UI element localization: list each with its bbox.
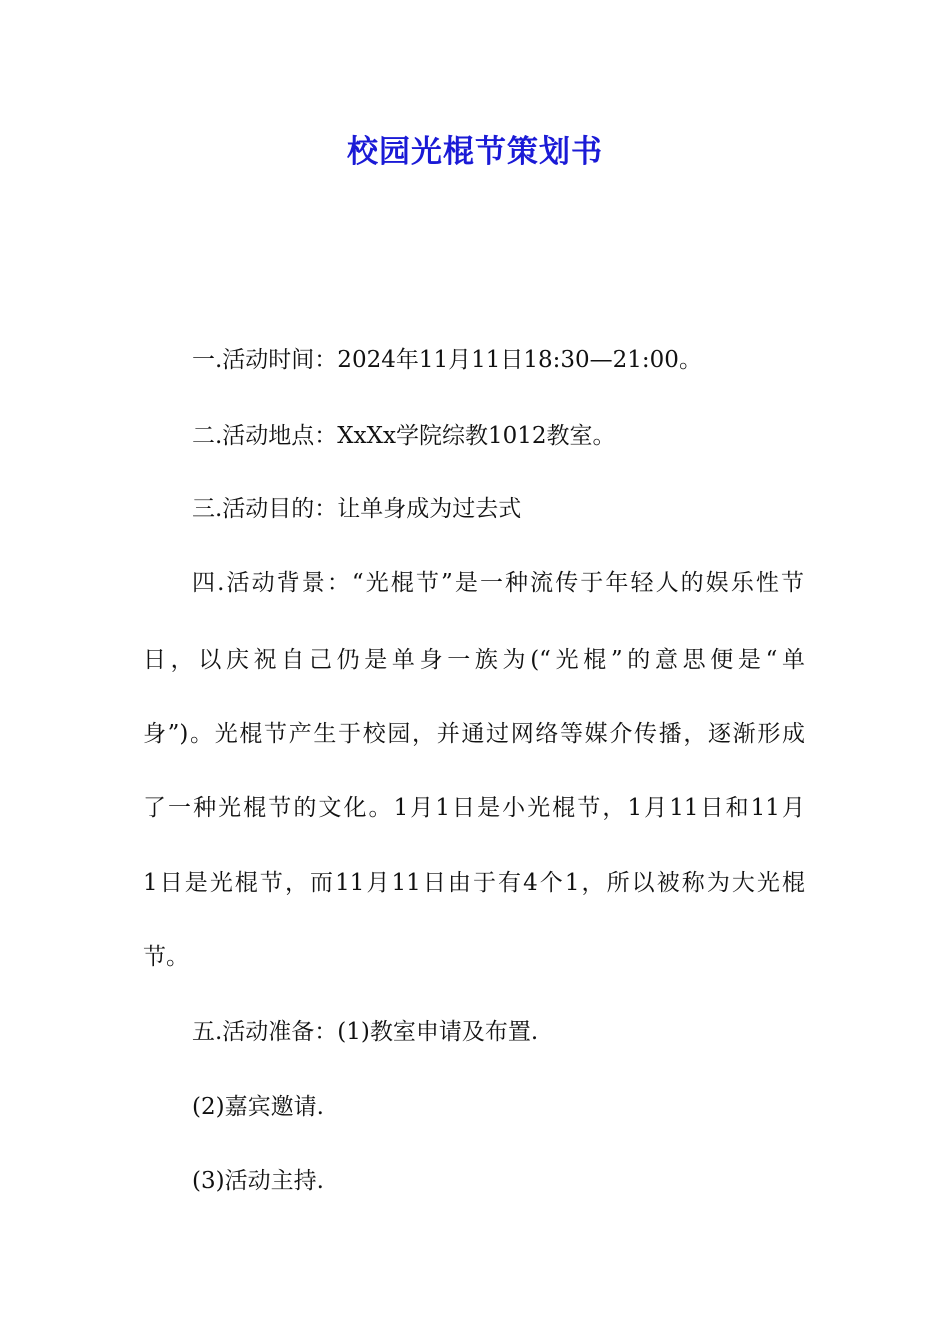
background-paragraph-line-6: 节。 bbox=[143, 944, 189, 970]
background-paragraph-line-2: 日，以庆祝自己仍是单身一族为(“光棍”的意思便是“单 bbox=[143, 647, 805, 673]
preparation-line-1: 五.活动准备：(1)教室申请及布置. bbox=[192, 1019, 539, 1045]
background-paragraph-line-4: 了一种光棍节的文化。1月1日是小光棍节，1月11日和11月 bbox=[143, 795, 805, 821]
preparation-line-3: (3)活动主持. bbox=[192, 1168, 324, 1194]
background-paragraph-line-3: 身”)。光棍节产生于校园，并通过网络等媒介传播，逐渐形成 bbox=[143, 721, 805, 747]
activity-purpose-line: 三.活动目的：让单身成为过去式 bbox=[192, 496, 522, 522]
preparation-line-2: (2)嘉宾邀请. bbox=[192, 1094, 324, 1120]
activity-location-line: 二.活动地点：XxXx学院综教1012教室。 bbox=[192, 423, 616, 449]
document-title: 校园光棍节策划书 bbox=[347, 134, 603, 170]
activity-time-line: 一.活动时间：2024年11月11日18:30—21:00。 bbox=[192, 347, 702, 373]
background-paragraph-line-5: 1日是光棍节，而11月11日由于有4个1，所以被称为大光棍 bbox=[143, 870, 805, 896]
background-paragraph-line-1: 四.活动背景：“光棍节”是一种流传于年轻人的娱乐性节 bbox=[192, 570, 804, 596]
